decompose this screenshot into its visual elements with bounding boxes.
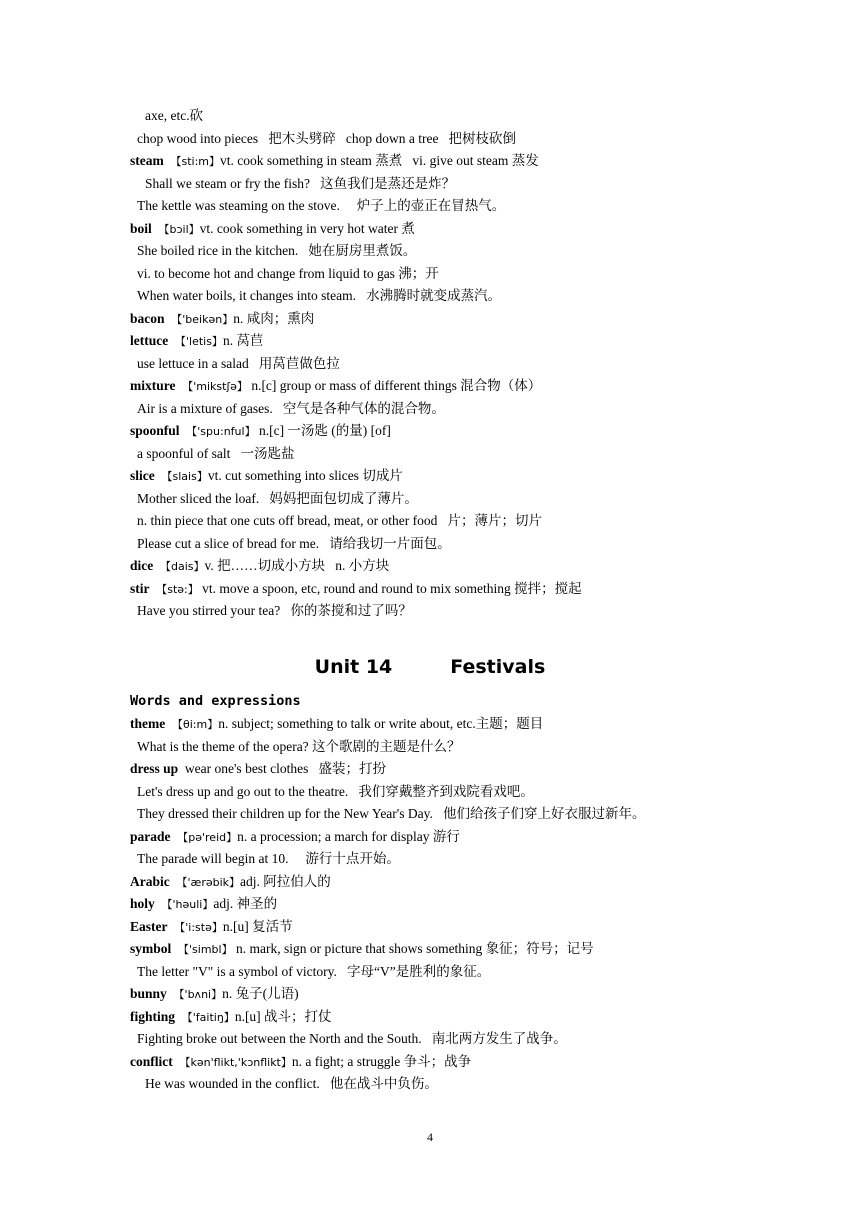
example-line: What is the theme of the opera? 这个歌剧的主题是什么？	[137, 738, 461, 754]
headword: dice	[130, 558, 154, 573]
unit-name: Festivals	[450, 656, 546, 678]
phonetic: 【kən'flikt,'kɔnflikt】	[179, 1055, 292, 1069]
entry-line	[130, 377, 541, 396]
entry-line	[130, 557, 389, 576]
phonetic: 【'həuli】	[161, 898, 214, 911]
definition: n.[u] 复活节	[222, 918, 293, 934]
definition: n. 兔子(儿语)	[222, 986, 299, 1001]
phonetic: 【dais】	[160, 560, 205, 573]
headword: slice	[130, 468, 155, 483]
phonetic: 【bɔil】	[158, 222, 200, 236]
definition: n. a fight; a struggle 争斗；战争	[291, 1053, 472, 1069]
phonetic: 【'spu:nful】	[186, 425, 256, 438]
example-line: The kettle was steaming on the stove. 炉子上的壶正在冒热气。	[137, 198, 506, 213]
unit-title	[0, 656, 860, 678]
entry-line	[130, 467, 403, 486]
phonetic: 【θi:m】	[171, 718, 219, 731]
example-line: The letter "V" is a symbol of victory. 字母“V”是胜利的象征。	[137, 963, 491, 979]
headword: lettuce	[130, 333, 169, 348]
example-line: Let's dress up and go out to the theatre. 我们穿戴整齐到戏院看戏吧。	[137, 783, 534, 799]
entry-line	[130, 895, 277, 914]
headword: Easter	[130, 918, 168, 934]
example-line: Please cut a slice of bread for me. 请给我切一片面包。	[137, 535, 451, 551]
entry-line	[130, 940, 594, 959]
headword: steam	[130, 153, 164, 168]
entry-line	[130, 918, 293, 937]
example-line: chop wood into pieces 把木头劈碎 chop down a tree 把树枝砍倒	[137, 130, 517, 146]
example-line: They dressed their children up for the New Year's Day. 他们给孩子们穿上好衣服过新年。	[137, 806, 646, 821]
example-line: When water boils, it changes into steam. 水沸腾时就变成蒸汽。	[137, 288, 502, 303]
phonetic: 【'letis】	[174, 335, 223, 348]
entry-line	[130, 1053, 471, 1072]
phonetic: 【'simbl】	[178, 943, 233, 956]
example-line: The parade will begin at 10. 游行十点开始。	[137, 851, 400, 866]
phonetic: 【'ærəbik】	[176, 875, 241, 889]
entry-line	[130, 220, 415, 239]
example-line: She boiled rice in the kitchen. 她在厨房里煮饭。	[137, 243, 417, 258]
definition: v. 把……切成小方块 n. 小方块	[204, 558, 390, 573]
headword: spoonful	[130, 423, 180, 438]
definition: n. subject; something to talk or write about, etc.主题；题目	[218, 716, 544, 731]
example-line: Air is a mixture of gases. 空气是各种气体的混合物。	[137, 400, 445, 416]
entry-line	[130, 580, 582, 599]
entry-line	[130, 152, 539, 171]
definition: adj. 神圣的	[213, 896, 278, 911]
definition: n.[c] group or mass of different things 混合物（体）	[247, 378, 542, 393]
unit-number: Unit 14	[314, 656, 393, 678]
entry-line	[130, 985, 299, 1004]
headword: fighting	[130, 1008, 176, 1024]
phonetic: 【sti:m】	[170, 155, 221, 168]
example-line: Mother sliced the loaf. 妈妈把面包切成了薄片。	[137, 490, 418, 506]
phonetic: 【'faitiŋ】	[181, 1010, 235, 1024]
definition: vt. cook something in very hot water 煮	[199, 220, 415, 236]
example-line: a spoonful of salt 一汤匙盐	[137, 445, 295, 461]
entry-line	[130, 332, 263, 351]
headword: stir	[130, 580, 150, 596]
headword: Arabic	[130, 873, 170, 889]
definition: n. 莴苣	[222, 333, 264, 348]
example-line: He was wounded in the conflict. 他在战斗中负伤。	[145, 1076, 438, 1091]
headword: conflict	[130, 1053, 173, 1069]
phonetic: 【'mikstʃə】	[182, 380, 248, 393]
section-heading: Words and expressions	[130, 693, 301, 709]
definition: n.[c] 一汤匙 (的量) [of]	[255, 423, 391, 438]
headword: bunny	[130, 986, 167, 1001]
definition: vt. cut something into slices 切成片	[207, 468, 403, 483]
example-line: Have you stirred your tea? 你的茶搅和过了吗？	[137, 603, 412, 618]
headword: dress up	[130, 761, 179, 776]
entry-line	[130, 873, 331, 892]
entry-line	[130, 422, 391, 441]
entry-line	[130, 828, 460, 847]
page-number: 4	[427, 1130, 433, 1144]
example-line: Shall we steam or fry the fish? 这鱼我们是蒸还是炸？	[145, 175, 456, 191]
entry-line	[130, 760, 386, 778]
definition: n. mark, sign or picture that shows something 象征；符号；记号	[232, 941, 594, 956]
entry-line	[130, 715, 543, 734]
example-line: n. thin piece that one cuts off bread, meat, or other food 片；薄片；切片	[137, 513, 543, 528]
example-line: axe, etc.砍	[145, 108, 204, 123]
phonetic: 【slais】	[161, 470, 208, 483]
headword: symbol	[130, 941, 172, 956]
definition: n. 咸肉；熏肉	[233, 310, 315, 326]
headword: parade	[130, 828, 171, 844]
phonetic: 【stə:】	[156, 582, 199, 596]
example-line: Fighting broke out between the North and the South. 南北两方发生了战争。	[137, 1031, 567, 1046]
headword: bacon	[130, 310, 165, 326]
headword: mixture	[130, 378, 176, 393]
entry-line	[130, 310, 314, 329]
phonetic: 【'bʌni】	[173, 988, 223, 1001]
definition: vt. move a spoon, etc, round and round to mix something 搅拌；搅起	[198, 580, 582, 596]
phonetic: 【'i:stə】	[174, 920, 223, 934]
example-line: vi. to become hot and change from liquid to gas 沸；开	[137, 265, 439, 281]
headword: boil	[130, 220, 152, 236]
example-line: use lettuce in a salad 用莴苣做色拉	[137, 355, 340, 371]
phonetic: 【'beikən】	[171, 312, 234, 326]
entry-line	[130, 1008, 332, 1027]
definition: adj. 阿拉伯人的	[240, 873, 331, 889]
headword: theme	[130, 716, 166, 731]
headword: holy	[130, 896, 155, 911]
definition: vt. cook something in steam 蒸煮 vi. give out steam 蒸发	[220, 153, 539, 168]
definition: n. a procession; a march for display 游行	[237, 828, 460, 844]
phonetic: 【pə'reid】	[177, 830, 238, 844]
definition: wear one's best clothes 盛装；打扮	[178, 761, 387, 776]
definition: n.[u] 战斗；打仗	[234, 1008, 332, 1024]
